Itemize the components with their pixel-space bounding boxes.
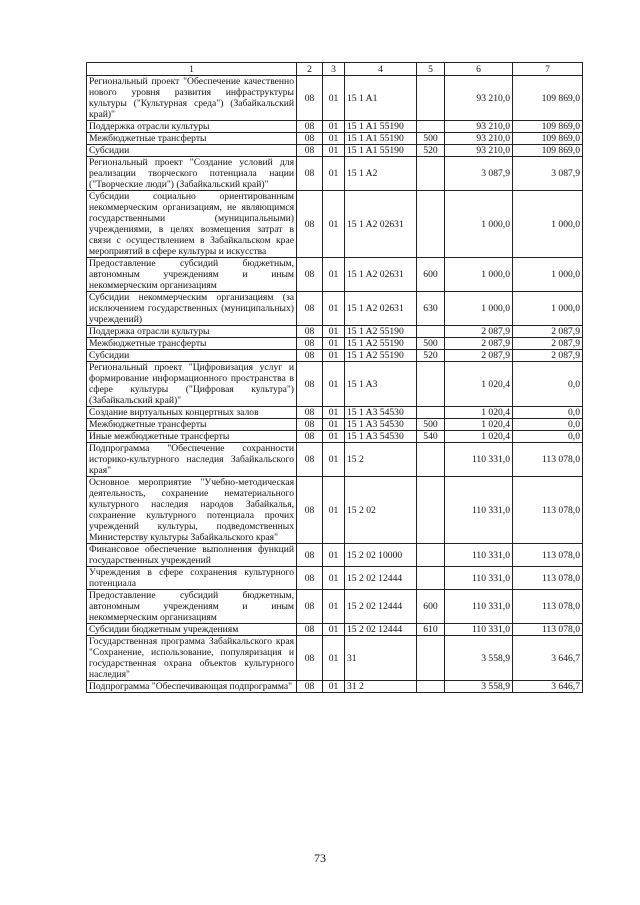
cell-section: 08: [297, 133, 323, 145]
cell-subsection: 01: [323, 157, 345, 191]
cell-subsection: 01: [323, 590, 345, 624]
cell-name: Субсидии бюджетным учреждениям: [87, 624, 297, 636]
cell-subsection: 01: [323, 292, 345, 326]
cell-target-code: 15 1 A2 55190: [345, 350, 417, 362]
cell-section: 08: [297, 431, 323, 443]
cell-target-code: 31: [345, 636, 417, 681]
cell-name: Субсидии: [87, 350, 297, 362]
cell-expense-type: 630: [417, 292, 445, 326]
cell-name: Иные межбюджетные трансферты: [87, 431, 297, 443]
cell-expense-type: 520: [417, 350, 445, 362]
table-row: [87, 145, 583, 157]
cell-expense-type: 540: [417, 431, 445, 443]
cell-target-code: 15 1 A1 55190: [345, 121, 417, 133]
table-row: [87, 133, 583, 145]
cell-subsection: 01: [323, 133, 345, 145]
cell-amount-year-1: 2 087,9: [445, 326, 513, 338]
cell-amount-year-1: 1 020,4: [445, 431, 513, 443]
cell-amount-year-2: 3 087,9: [513, 157, 583, 191]
cell-expense-type: [417, 477, 445, 544]
cell-target-code: 15 1 A1: [345, 76, 417, 121]
cell-amount-year-2: 113 078,0: [513, 443, 583, 477]
cell-section: 08: [297, 258, 323, 292]
cell-name: Предоставление субсидий бюджетным, автономным учреждениям и иным некоммерческим организациям: [87, 258, 297, 292]
cell-section: 08: [297, 292, 323, 326]
cell-subsection: 01: [323, 636, 345, 681]
cell-name: Государственная программа Забайкальского края "Сохранение, использование, популяризация и государственная охрана объектов культурного наследия": [87, 636, 297, 681]
cell-subsection: 01: [323, 258, 345, 292]
cell-amount-year-2: 109 869,0: [513, 145, 583, 157]
cell-subsection: 01: [323, 624, 345, 636]
cell-section: 08: [297, 157, 323, 191]
cell-expense-type: [417, 443, 445, 477]
cell-section: 08: [297, 338, 323, 350]
cell-expense-type: [417, 191, 445, 258]
cell-subsection: 01: [323, 76, 345, 121]
cell-section: 08: [297, 191, 323, 258]
cell-amount-year-1: 93 210,0: [445, 121, 513, 133]
cell-expense-type: [417, 157, 445, 191]
table-row: [87, 431, 583, 443]
cell-target-code: 15 1 A2 55190: [345, 326, 417, 338]
cell-target-code: 15 2: [345, 443, 417, 477]
cell-name: Основное мероприятие "Учебно-методическая деятельность, сохранение нематериального культурного наследия народов Забайкалья, сохранение культурного потенциала прочих учреждений культуры, подведомственных Министерству культуры Забайкальского края": [87, 477, 297, 544]
cell-amount-year-1: 3 087,9: [445, 157, 513, 191]
header-col-5: 5: [417, 63, 445, 76]
cell-expense-type: 600: [417, 590, 445, 624]
cell-section: 08: [297, 624, 323, 636]
cell-target-code: 15 2 02 10000: [345, 544, 417, 567]
cell-subsection: 01: [323, 567, 345, 590]
table-row: [87, 407, 583, 419]
cell-subsection: 01: [323, 338, 345, 350]
cell-name: Субсидии некоммерческим организациям (за исключением государственных (муниципальных) учреждений): [87, 292, 297, 326]
cell-target-code: 15 1 A2 02631: [345, 258, 417, 292]
table-row: [87, 338, 583, 350]
cell-expense-type: 520: [417, 145, 445, 157]
cell-amount-year-2: 113 078,0: [513, 477, 583, 544]
table-row: [87, 157, 583, 191]
cell-name: Межбюджетные трансферты: [87, 419, 297, 431]
cell-expense-type: [417, 567, 445, 590]
header-col-3: 3: [323, 63, 345, 76]
cell-amount-year-2: 0,0: [513, 362, 583, 407]
cell-target-code: 15 1 A2 02631: [345, 292, 417, 326]
cell-amount-year-1: 110 331,0: [445, 477, 513, 544]
cell-expense-type: 500: [417, 419, 445, 431]
cell-section: 08: [297, 419, 323, 431]
table-row: [87, 590, 583, 624]
cell-subsection: 01: [323, 681, 345, 693]
cell-amount-year-1: 110 331,0: [445, 544, 513, 567]
cell-amount-year-2: 109 869,0: [513, 121, 583, 133]
cell-target-code: 15 1 A1 55190: [345, 133, 417, 145]
cell-target-code: 31 2: [345, 681, 417, 693]
cell-amount-year-2: 2 087,9: [513, 326, 583, 338]
cell-name: Региональный проект "Цифровизация услуг и формирование информационного пространства в сфере культуры ("Цифровая культура") (Забайкальский край)": [87, 362, 297, 407]
cell-amount-year-1: 1 020,4: [445, 407, 513, 419]
cell-amount-year-2: 0,0: [513, 407, 583, 419]
cell-subsection: 01: [323, 350, 345, 362]
cell-amount-year-2: 113 078,0: [513, 590, 583, 624]
cell-amount-year-2: 1 000,0: [513, 258, 583, 292]
cell-name: Межбюджетные трансферты: [87, 133, 297, 145]
cell-expense-type: 610: [417, 624, 445, 636]
cell-subsection: 01: [323, 191, 345, 258]
header-col-7: 7: [513, 63, 583, 76]
cell-amount-year-1: 110 331,0: [445, 624, 513, 636]
cell-expense-type: [417, 636, 445, 681]
table-row: [87, 326, 583, 338]
table-row: [87, 443, 583, 477]
cell-target-code: 15 1 A2 55190: [345, 338, 417, 350]
cell-section: 08: [297, 681, 323, 693]
cell-section: 08: [297, 362, 323, 407]
table-row: [87, 419, 583, 431]
table-row: [87, 636, 583, 681]
cell-section: 08: [297, 407, 323, 419]
cell-expense-type: [417, 76, 445, 121]
cell-target-code: 15 2 02: [345, 477, 417, 544]
table-header-row: [87, 63, 583, 76]
cell-section: 08: [297, 477, 323, 544]
cell-amount-year-1: 93 210,0: [445, 133, 513, 145]
cell-name: Предоставление субсидий бюджетным, автономным учреждениям и иным некоммерческим организациям: [87, 590, 297, 624]
cell-section: 08: [297, 544, 323, 567]
cell-amount-year-1: 1 000,0: [445, 258, 513, 292]
cell-name: Поддержка отрасли культуры: [87, 326, 297, 338]
cell-amount-year-2: 109 869,0: [513, 76, 583, 121]
table-row: [87, 567, 583, 590]
cell-amount-year-1: 2 087,9: [445, 338, 513, 350]
cell-target-code: 15 1 A3 54530: [345, 407, 417, 419]
table-row: [87, 292, 583, 326]
header-col-6: 6: [445, 63, 513, 76]
cell-expense-type: [417, 407, 445, 419]
cell-subsection: 01: [323, 443, 345, 477]
table-row: [87, 76, 583, 121]
cell-amount-year-1: 1 020,4: [445, 419, 513, 431]
cell-name: Создание виртуальных концертных залов: [87, 407, 297, 419]
cell-subsection: 01: [323, 407, 345, 419]
cell-amount-year-2: 0,0: [513, 431, 583, 443]
cell-section: 08: [297, 636, 323, 681]
cell-subsection: 01: [323, 431, 345, 443]
cell-amount-year-1: 1 000,0: [445, 292, 513, 326]
table-row: [87, 681, 583, 693]
header-col-4: 4: [345, 63, 417, 76]
cell-amount-year-1: 110 331,0: [445, 443, 513, 477]
cell-target-code: 15 2 02 12444: [345, 567, 417, 590]
cell-amount-year-1: 3 558,9: [445, 636, 513, 681]
cell-section: 08: [297, 567, 323, 590]
cell-subsection: 01: [323, 477, 345, 544]
cell-section: 08: [297, 590, 323, 624]
header-col-2: 2: [297, 63, 323, 76]
cell-section: 08: [297, 121, 323, 133]
cell-amount-year-1: 110 331,0: [445, 590, 513, 624]
cell-name: Финансовое обеспечение выполнения функций государственных учреждений: [87, 544, 297, 567]
cell-subsection: 01: [323, 544, 345, 567]
cell-target-code: 15 1 A2 02631: [345, 191, 417, 258]
cell-expense-type: 500: [417, 133, 445, 145]
cell-amount-year-1: 93 210,0: [445, 76, 513, 121]
cell-amount-year-2: 2 087,9: [513, 350, 583, 362]
cell-target-code: 15 1 A1 55190: [345, 145, 417, 157]
cell-subsection: 01: [323, 362, 345, 407]
cell-section: 08: [297, 326, 323, 338]
cell-target-code: 15 1 A3 54530: [345, 431, 417, 443]
cell-amount-year-1: 1 020,4: [445, 362, 513, 407]
cell-amount-year-1: 2 087,9: [445, 350, 513, 362]
cell-expense-type: [417, 362, 445, 407]
cell-section: 08: [297, 350, 323, 362]
cell-name: Учреждения в сфере сохранения культурного потенциала: [87, 567, 297, 590]
cell-target-code: 15 2 02 12444: [345, 624, 417, 636]
cell-amount-year-2: 113 078,0: [513, 544, 583, 567]
cell-amount-year-2: 2 087,9: [513, 338, 583, 350]
header-col-1: 1: [87, 63, 297, 76]
cell-section: 08: [297, 76, 323, 121]
cell-name: Межбюджетные трансферты: [87, 338, 297, 350]
table-row: [87, 624, 583, 636]
cell-amount-year-2: 3 646,7: [513, 681, 583, 693]
table-row: [87, 544, 583, 567]
cell-name: Региональный проект "Создание условий для реализации творческого потенциала нации ("Творческие люди") (Забайкальский край)": [87, 157, 297, 191]
cell-amount-year-2: 109 869,0: [513, 133, 583, 145]
cell-name: Субсидии: [87, 145, 297, 157]
cell-expense-type: 500: [417, 338, 445, 350]
cell-amount-year-1: 110 331,0: [445, 567, 513, 590]
cell-subsection: 01: [323, 419, 345, 431]
cell-amount-year-2: 1 000,0: [513, 292, 583, 326]
cell-target-code: 15 1 A2: [345, 157, 417, 191]
cell-amount-year-1: 93 210,0: [445, 145, 513, 157]
cell-name: Подпрограмма "Обеспечение сохранности историко-культурного наследия Забайкальского края": [87, 443, 297, 477]
table-row: [87, 350, 583, 362]
table-row: [87, 477, 583, 544]
cell-amount-year-1: 3 558,9: [445, 681, 513, 693]
cell-subsection: 01: [323, 145, 345, 157]
cell-amount-year-2: 113 078,0: [513, 567, 583, 590]
cell-amount-year-2: 1 000,0: [513, 191, 583, 258]
cell-subsection: 01: [323, 121, 345, 133]
table-row: [87, 258, 583, 292]
cell-name: Подпрограмма "Обеспечивающая подпрограмма": [87, 681, 297, 693]
cell-amount-year-2: 0,0: [513, 419, 583, 431]
cell-section: 08: [297, 443, 323, 477]
cell-expense-type: [417, 544, 445, 567]
cell-name: Поддержка отрасли культуры: [87, 121, 297, 133]
cell-expense-type: [417, 681, 445, 693]
table-row: [87, 362, 583, 407]
cell-section: 08: [297, 145, 323, 157]
cell-amount-year-1: 1 000,0: [445, 191, 513, 258]
cell-target-code: 15 2 02 12444: [345, 590, 417, 624]
page-number: 73: [314, 851, 326, 865]
budget-table: [86, 62, 583, 693]
cell-target-code: 15 1 A3: [345, 362, 417, 407]
cell-expense-type: 600: [417, 258, 445, 292]
cell-amount-year-2: 3 646,7: [513, 636, 583, 681]
cell-expense-type: [417, 326, 445, 338]
cell-amount-year-2: 113 078,0: [513, 624, 583, 636]
table-row: [87, 121, 583, 133]
cell-name: Региональный проект "Обеспечение качественно нового уровня развития инфраструктуры культуры ("Культурная среда") (Забайкальский край)": [87, 76, 297, 121]
cell-name: Субсидии социально ориентированным некоммерческим организациям, не являющимся государственными (муниципальными) учреждениями, в целях возмещения затрат в связи с осуществлением в Забайкальском крае мероприятий в сфере культуры и искусства: [87, 191, 297, 258]
table-row: [87, 191, 583, 258]
cell-expense-type: [417, 121, 445, 133]
cell-target-code: 15 1 A3 54530: [345, 419, 417, 431]
cell-subsection: 01: [323, 326, 345, 338]
